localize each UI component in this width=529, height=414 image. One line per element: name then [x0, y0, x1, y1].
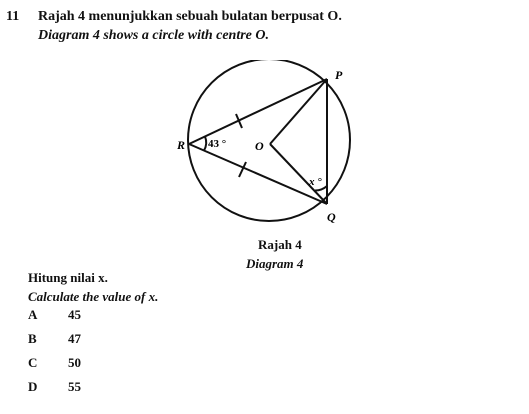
label-q: Q — [327, 210, 336, 224]
option-letter: B — [28, 331, 37, 346]
option-value: 47 — [68, 331, 81, 346]
option-letter: C — [28, 355, 38, 370]
question-text-english: Diagram 4 shows a circle with centre O. — [38, 28, 270, 43]
tick-mark-rq — [239, 162, 246, 177]
option-c[interactable] — [28, 355, 81, 371]
prompt-malay: Hitung nilai x. — [28, 270, 108, 285]
angle-label-x: x ° — [309, 176, 322, 188]
option-value: 45 — [68, 307, 81, 322]
diagram-caption-malay: Rajah 4 — [258, 237, 302, 252]
option-a[interactable] — [28, 307, 81, 323]
label-o: O — [255, 139, 264, 153]
angle-arc-r — [204, 137, 206, 151]
circle-diagram — [168, 60, 368, 252]
radius-op — [270, 79, 327, 144]
option-value: 55 — [68, 379, 81, 394]
label-r: R — [177, 138, 186, 152]
radius-oq — [270, 144, 327, 204]
question-number: 11 — [6, 9, 20, 24]
diagram-caption-english: Diagram 4 — [246, 256, 304, 271]
label-p: P — [335, 68, 343, 82]
question-text-malay: Rajah 4 menunjukkan sebuah bulatan berpusat O. — [38, 9, 342, 24]
option-letter: D — [28, 379, 38, 394]
angle-label-r: 43 ° — [208, 138, 227, 150]
prompt-english: Calculate the value of x. — [28, 289, 159, 304]
chord-rp — [189, 79, 327, 144]
option-d[interactable] — [28, 379, 81, 395]
option-b[interactable] — [28, 331, 81, 347]
option-value: 50 — [68, 355, 81, 370]
option-letter: A — [28, 307, 38, 322]
